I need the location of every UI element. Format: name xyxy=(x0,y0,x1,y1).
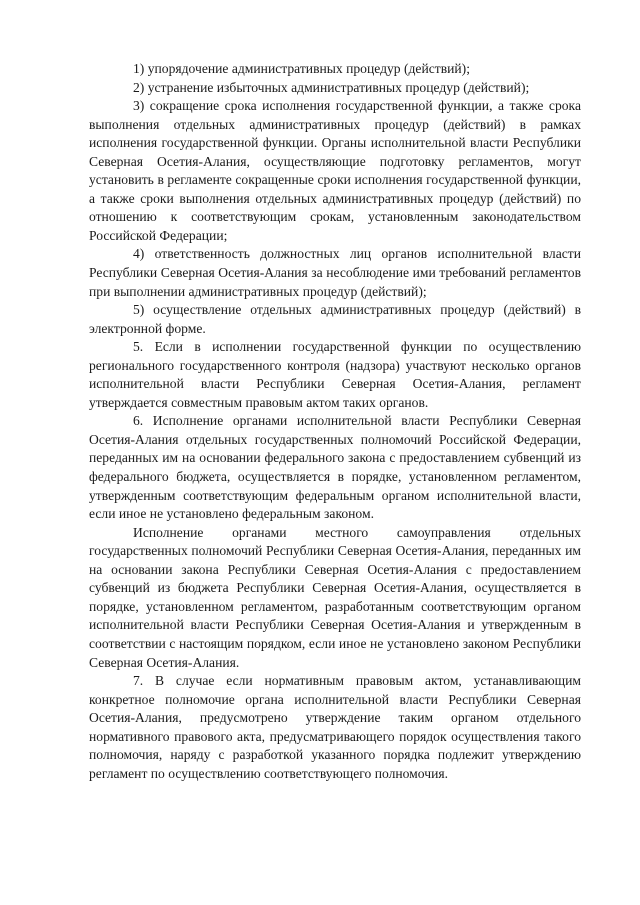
paragraph-item-5: 5) осуществление отдельных административных процедур (действий) в электронной форме. xyxy=(89,302,581,336)
paragraph-section-6-local: Исполнение органами местного самоуправления отдельных государственных полномочий Республики Северная Осетия-Алания, переданных им на основании закона Республики Северная Осетия-Алания с предоставлением субвенций из бюджета Республики Северная Осетия-Алания, осуществляется в порядке, установленном регламентом, разработанным соответствующим органом исполнительной власти Республики Северная Осетия-Алания и утвержденным в соответствии с настоящим порядком, если иное не установлено законом Республики Северная Осетия-Алания. xyxy=(89,524,581,670)
paragraph-section-5: 5. Если в исполнении государственной функции по осуществлению регионального государственного контроля (надзора) участвуют несколько органов исполнительной власти Республики Северная Осетия-Алания, регламент утверждается совместным правовым актом таких органов. xyxy=(89,339,581,410)
paragraph-item-1: 1) упорядочение административных процедур (действий); xyxy=(133,61,470,76)
paragraph-item-4: 4) ответственность должностных лиц органов исполнительной власти Республики Северная Осетия-Алания за несоблюдение ими требований регламентов при выполнении административных процедур (действий); xyxy=(89,246,581,299)
paragraph-item-2: 2) устранение избыточных административных процедур (действий); xyxy=(133,79,530,95)
paragraph-section-7: 7. В случае если нормативным правовым актом, устанавливающим конкретное полномочие органа исполнительной власти Республики Северная Осетия-Алания, предусмотрено утверждение таким органом отдельного нормативного правового акта, предусматривающего порядок осуществления такого полномочия, наряду с разработкой указанного порядка подлежит утверждению регламент по осуществлению соответствующего полномочия. xyxy=(89,673,581,781)
paragraph-section-6: 6. Исполнение органами исполнительной власти Республики Северная Осетия-Алания отдельных государственных полномочий Российской Федерации, переданных им на основании федерального закона с предоставлением субвенций из федерального бюджета, осуществляется в порядке, установленном регламентом, утвержденным соответствующим федеральным органом исполнительной власти, если иное не установлено федеральным законом. xyxy=(89,413,581,522)
paragraph-item-3: 3) сокращение срока исполнения государственной функции, а также срока выполнения отдельных административных процедур (действий) в рамках исполнения государственной функции. Органы исполнительной власти Республики Северная Осетия-Алания, осуществляющие подготовку регламентов, могут установить в регламенте сокращенные сроки исполнения государственной функции, а также сроки выполнения отдельных административных процедур (действий) по отношению к соответствующим срокам, установленным законодательством Российской Федерации; xyxy=(89,98,581,243)
document-body xyxy=(89,60,581,783)
